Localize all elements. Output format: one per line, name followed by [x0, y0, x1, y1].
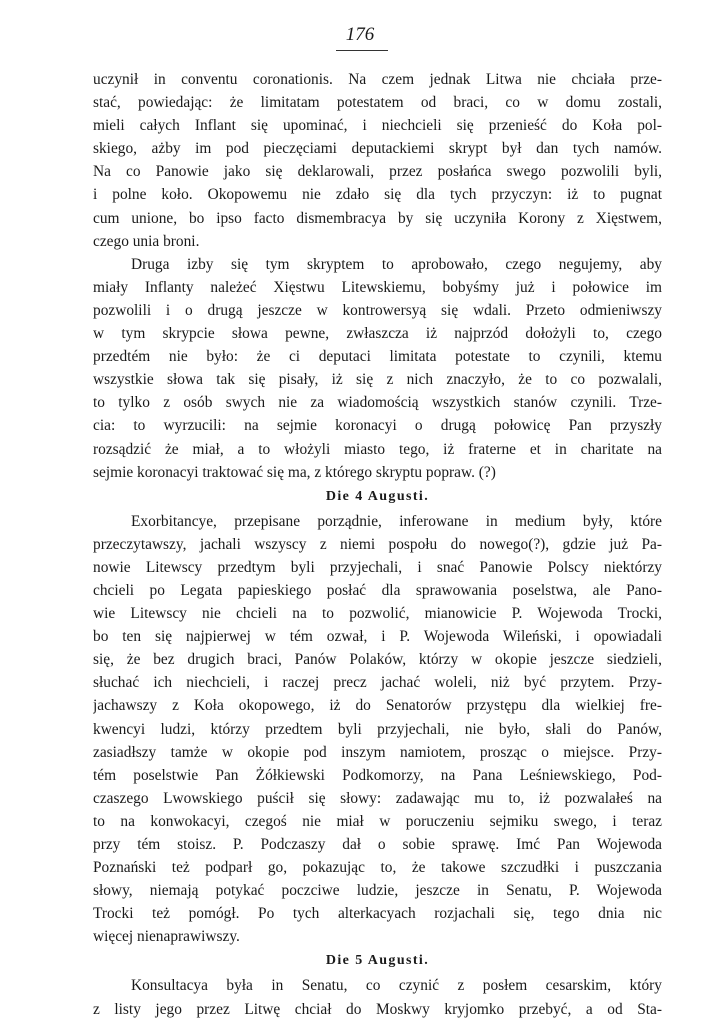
text-line: Na co Panowie jako się deklarowali, przez posłańca swego pozwolili byli,	[93, 163, 662, 181]
text-line: przeczytawszy, jachali wszyscy z niemi pospołu do nowego(?), gdzie już Pa-	[93, 535, 662, 553]
text-line: miały Inflanty należeć Xięstwu Litewskiemu, bobyśmy już i połowice im	[93, 278, 662, 296]
text-line: Poznański też podparł go, pokazując to, że takowe szczudłki i puszczania	[93, 859, 662, 877]
text-line: przedtém nie było: że ci deputaci limitata potestate to czynili, ktemu	[93, 348, 662, 366]
body-text	[93, 68, 662, 1021]
text-line: słowy, niemają potykać poczciwe ludzie, jeszcze in Senatu, P. Wojewoda	[93, 882, 662, 900]
text-line: bo ten się najpierwej w tém ozwał, i P. Wojewoda Wileński, i opowiadali	[93, 628, 662, 646]
text-line: z listy jego przez Litwę chciał do Moskwy kryjomko przebyć, a od Sta-	[93, 1000, 662, 1018]
header-rule	[336, 50, 388, 51]
text-line: cia: to wyrzucili: na sejmie koronacyi o drugą połowicę Pan przyszły	[93, 417, 662, 435]
text-line: to na konwokacyi, czegoś nie miał w poruczeniu sejmiku swego, i teraz	[93, 812, 662, 830]
text-line: mieli całych Inflant się upominać, i niechcieli się przenieść do Koła pol-	[93, 117, 662, 135]
text-line: uczynił in conventu coronationis. Na czem jednak Litwa nie chciała prze-	[93, 71, 662, 88]
text-line: sejmie koronacyi traktować się ma, z którego skryptu popraw. (?)	[93, 463, 496, 481]
text-line: jachawszy z Koła okopowego, iż do Senatorów przystępu dla wielkiej fre-	[93, 697, 662, 715]
text-line: rozsądzić że miał, a to włożyli miasto tego, iż fraterne et in charitate na	[93, 440, 662, 458]
section-heading: Die 4 Augusti.	[325, 488, 430, 504]
section-heading: Die 5 Augusti.	[325, 953, 430, 969]
text-line: kwencyi ludzi, którzy przedtem byli przyjechali, nie było, słali do Panów,	[93, 720, 662, 738]
text-line: pozwolili i o drugą jeszcze w kontrowersyą się wdali. Przeto odmieniwszy	[93, 301, 662, 319]
page-number: 176	[345, 24, 375, 45]
text-line: przy tém stoisz. P. Podczaszy dał o sobie sprawę. Imć Pan Wojewoda	[93, 836, 662, 853]
paragraph-4	[93, 974, 662, 1020]
text-line: Druga izby się tym skryptem to aprobowało, czego negujemy, aby	[131, 255, 662, 273]
text-line: więcej nienaprawiwszy.	[93, 928, 240, 946]
text-line: Trocki też pomógł. Po tych alterkacyach rozjachali się, tego dnia nic	[93, 905, 662, 923]
text-line: skiego, ażby im pod pieczęciami deputackiemi skrypt był dan tych namów.	[93, 140, 662, 158]
text-line: i polne koło. Okopowemu nie zdało się dla tych przyczyn: iż to pugnat	[93, 186, 662, 204]
text-line: Konsultacya była in Senatu, co czynić z posłem cesarskim, który	[131, 977, 662, 995]
text-line: zasiadłszy tamże w okopie pod inszym namiotem, prosząc o miejsce. Przy-	[93, 743, 662, 761]
text-line: tém poselstwie Pan Żółkiewski Podkomorzy, na Pana Leśniewskiego, Pod-	[93, 766, 662, 784]
text-line: cum unione, bo ipso facto dismembracya by się uczyniła Korony z Xięstwem,	[93, 209, 662, 227]
text-line: stać, powiedając: że limitatam potestatem od braci, co w domu zostali,	[93, 94, 662, 112]
text-line: w tym skrypcie słowa pewne, zwłaszcza iż najprzód dołożyli to, czego	[93, 325, 662, 343]
text-line: chcieli po Legata papieskiego posłać dla sprawowania poselstwa, ale Pano-	[93, 581, 662, 599]
text-line: to tylko z osób swych nie za wiadomością wszystkich stanów czynili. Trze-	[93, 394, 662, 412]
text-line: czaszego Lwowskiego puścił się słowy: zadawając mu to, iż pozwalałeś na	[93, 789, 662, 807]
text-line: wie Litewscy nie chcieli na to pozwolić, mianowicie P. Wojewoda Trocki,	[93, 605, 662, 623]
text-line: się, że bez drugich braci, Panów Polaków, którzy w okopie jeszcze siedzieli,	[93, 651, 662, 669]
text-line: słuchać ich niechcieli, i raczej precz jachać woleli, niż być przytem. Przy-	[93, 674, 662, 692]
text-line: nowie Litewscy przedtym byli przyjechali, i snać Panowie Polscy niektórzy	[93, 558, 662, 576]
paragraph-1	[93, 68, 662, 253]
text-line: wszystkie słowa tak się pisały, iż się z nich znaczyło, że to co pozwalali,	[93, 371, 662, 389]
text-line: czego unia broni.	[93, 232, 200, 250]
paragraph-3	[93, 510, 662, 949]
text-line: Exorbitancye, przepisane porządnie, inferowane in medium były, które	[131, 512, 662, 530]
paragraph-2	[93, 253, 662, 484]
